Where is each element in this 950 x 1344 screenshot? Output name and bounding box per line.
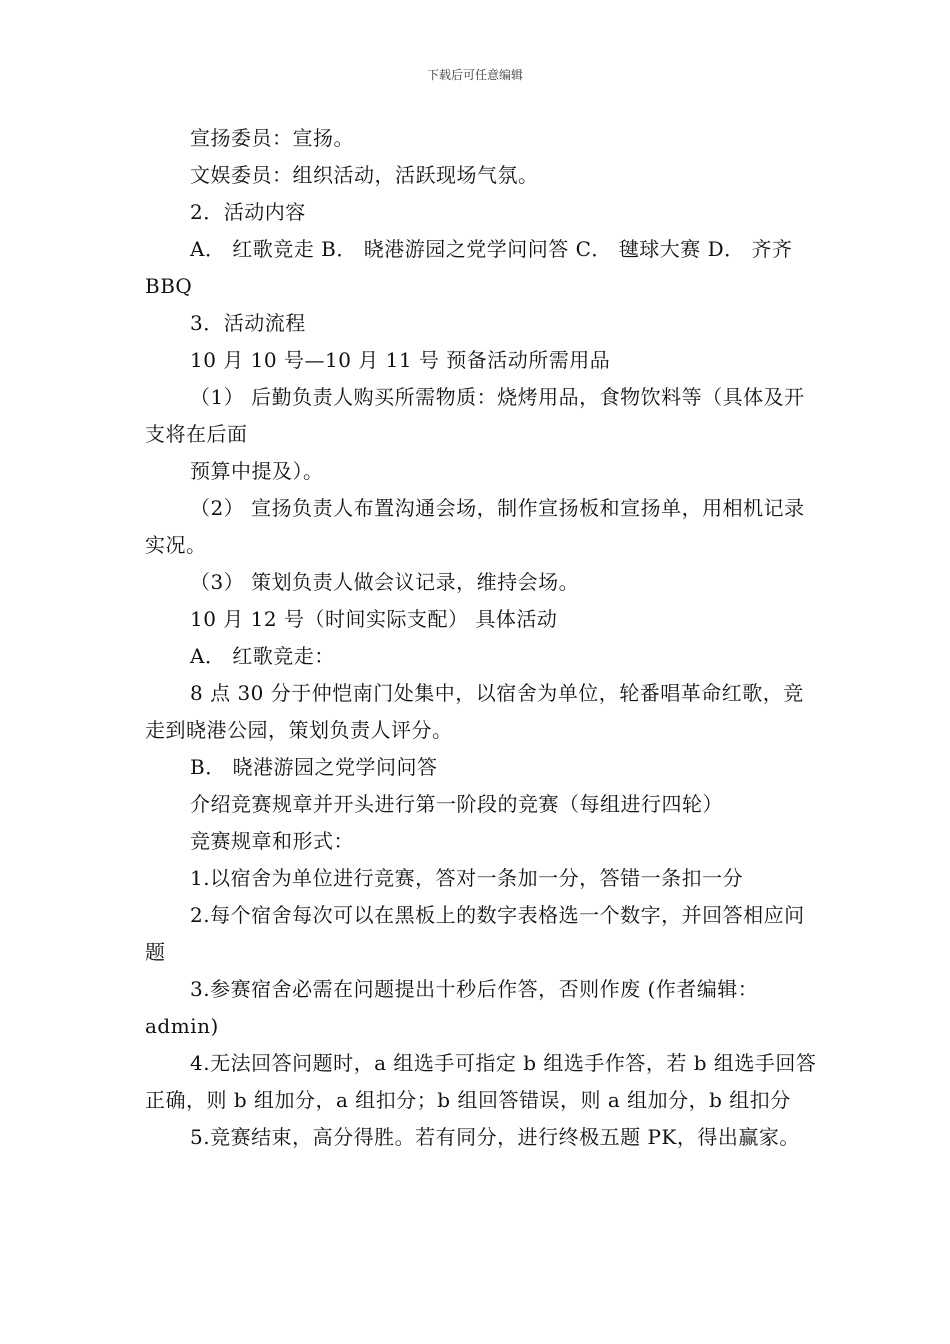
- paragraph: 10 月 12 号（时间实际支配） 具体活动: [190, 607, 558, 631]
- paragraph: （1） 后勤负责人购买所需物质：烧烤用品，食物饮料等（具体及开支将在后面: [145, 385, 805, 446]
- paragraph: B． 晓港游园之党学问问答: [190, 755, 438, 779]
- rule-item: 5.竞赛结束，高分得胜。若有同分，进行终极五题 PK，得出赢家。: [190, 1125, 800, 1149]
- rule-item: 4.无法回答问题时，a 组选手可指定 b 组选手作答，若 b 组选手回答正确，则 b 组加分，a 组扣分；b 组回答错误，则 a 组加分，b 组扣分: [145, 1051, 817, 1112]
- paragraph: 10 月 10 号—10 月 11 号 预备活动所需用品: [190, 348, 611, 372]
- paragraph: 文娱委员：组织活动，活跃现场气氛。: [190, 163, 539, 187]
- paragraph: 竞赛规章和形式：: [190, 829, 354, 853]
- paragraph: （2） 宣扬负责人布置沟通会场，制作宣扬板和宣扬单，用相机记录实况。: [145, 496, 805, 557]
- paragraph: 宣扬委员：宣扬。: [190, 126, 354, 150]
- section-heading: 3．活动流程: [190, 311, 306, 335]
- rule-item: 2.每个宿舍每次可以在黑板上的数字表格选一个数字，并回答相应问题: [145, 903, 805, 964]
- paragraph: （3） 策划负责人做会议记录，维持会场。: [190, 570, 580, 594]
- rule-item: 3.参赛宿舍必需在问题提出十秒后作答，否则作废 (作者编辑：admin): [145, 977, 759, 1038]
- paragraph: 8 点 30 分于仲恺南门处集中，以宿舍为单位，轮番唱革命红歌，竞走到晓港公园，策划负责人评分。: [145, 681, 804, 742]
- section-heading: 2．活动内容: [190, 200, 306, 224]
- page-header: 下载后可任意编辑: [426, 68, 523, 82]
- document-body: [145, 120, 817, 1156]
- paragraph: A． 红歌竞走：: [190, 644, 335, 668]
- paragraph: 预算中提及）。: [190, 459, 324, 483]
- rule-item: 1.以宿舍为单位进行竞赛，答对一条加一分，答错一条扣一分: [190, 866, 744, 890]
- paragraph: A． 红歌竞走 B． 晓港游园之党学问问答 C． 毽球大赛 D． 齐齐 BBQ: [145, 237, 793, 298]
- paragraph: 介绍竞赛规章并开头进行第一阶段的竞赛（每组进行四轮）: [190, 792, 723, 816]
